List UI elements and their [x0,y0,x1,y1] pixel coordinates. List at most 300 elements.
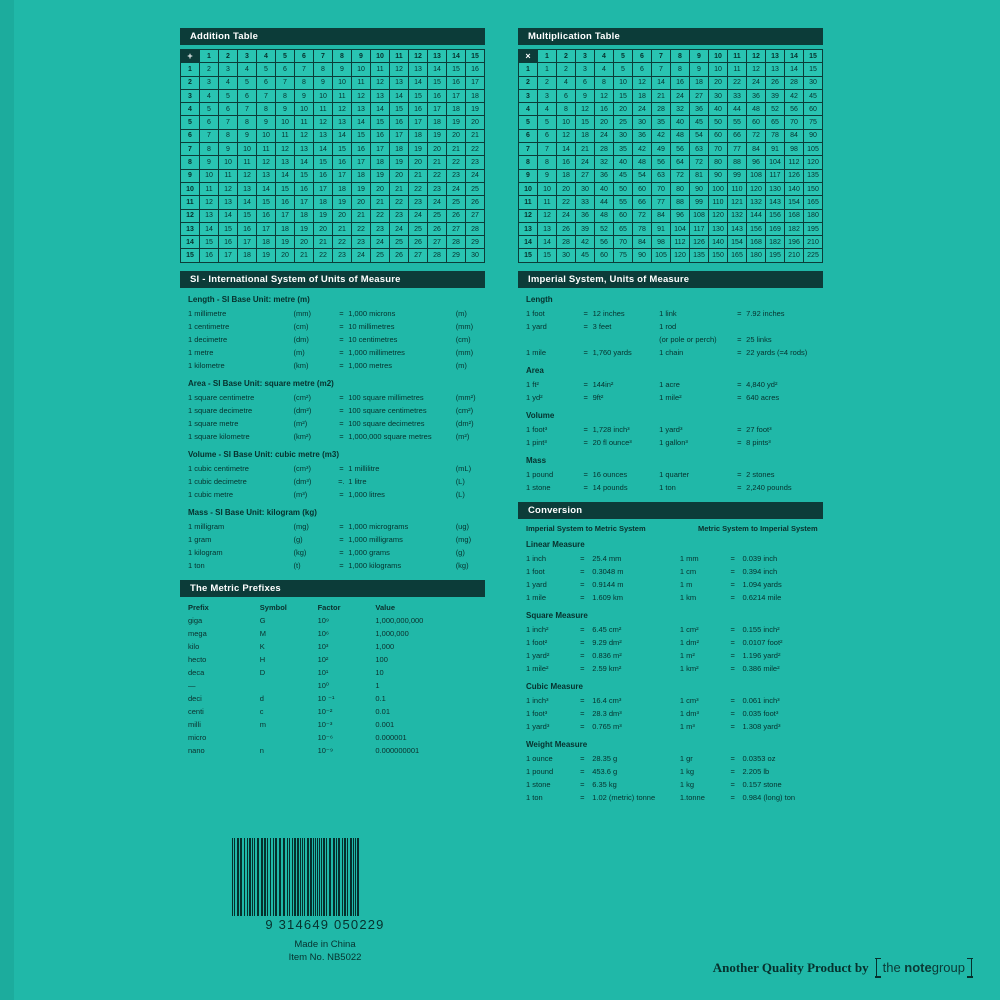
grid-cell: 210 [804,236,823,249]
imperial-group-heading: Volume [526,410,555,420]
grid-cell: 12 [747,63,766,76]
grid-cell: 8 [557,103,576,116]
made-in-text: Made in China [294,939,356,950]
grid-cell: 18 [690,76,709,89]
grid-cell: 8 [238,116,257,129]
grid-cell: 42 [576,236,595,249]
grid-cell: 195 [804,222,823,235]
grid-cell: 14 [652,76,671,89]
grid-cell: 14 [409,76,428,89]
grid-cell: 23 [390,209,409,222]
grid-col-header: 3 [576,50,595,63]
grid-cell: 18 [409,129,428,142]
grid-cell: 5 [257,63,276,76]
grid-cell: 35 [652,116,671,129]
conversion-group-heading: Square Measure [526,610,588,620]
grid-cell: 3 [219,63,238,76]
table-row [181,249,485,262]
grid-cell: 20 [409,156,428,169]
grid-cell: 6 [257,76,276,89]
table-row: 1 ft² = 144in² 1 acre = 4,840 yd² [526,379,778,389]
grid-cell: 140 [785,182,804,195]
si-body [180,295,485,572]
grid-col-header: 7 [652,50,671,63]
table-row [519,103,823,116]
grid-cell: 23 [333,249,352,262]
grid-cell: 18 [352,169,371,182]
grid-col-header: 5 [614,50,633,63]
table-row: centi c 10⁻² 0.01 [188,706,390,716]
grid-cell: 84 [785,129,804,142]
grid-cell: 8 [200,143,219,156]
grid-cell: 126 [690,236,709,249]
table-row: 1 yd² = 9ft² 1 mile² = 640 acres [526,392,780,402]
grid-cell: 15 [200,236,219,249]
grid-cell: 25 [371,249,390,262]
grid-cell: 5 [614,63,633,76]
grid-cell: 8 [295,76,314,89]
grid-cell: 13 [371,89,390,102]
grid-cell: 104 [671,222,690,235]
grid-row-header: 6 [519,129,538,142]
grid-cell: 8 [538,156,557,169]
grid-cell: 4 [595,63,614,76]
grid-cell: 18 [314,196,333,209]
grid-cell: 16 [371,129,390,142]
grid-cell: 10 [200,169,219,182]
imperial-group-heading: Mass [526,455,547,465]
grid-cell: 16 [295,182,314,195]
table-row: nano n 10⁻⁹ 0.000000001 [188,745,420,755]
grid-col-header: 9 [352,50,371,63]
grid-col-header: 6 [295,50,314,63]
grid-cell: 165 [804,196,823,209]
grid-cell: 110 [728,182,747,195]
table-row [181,222,485,235]
table-row [181,196,485,209]
grid-cell: 17 [238,236,257,249]
grid-cell: 4 [219,76,238,89]
grid-cell: 18 [257,236,276,249]
grid-row-header: 5 [181,116,200,129]
grid-cell: 135 [690,249,709,262]
grid-cell: 1 [538,63,557,76]
grid-cell: 27 [466,209,485,222]
grid-cell: 6 [557,89,576,102]
grid-cell: 19 [447,116,466,129]
grid-cell: 22 [466,143,485,156]
grid-cell: 21 [352,209,371,222]
grid-cell: 24 [390,222,409,235]
grid-cell: 18 [466,89,485,102]
grid-cell: 36 [595,169,614,182]
grid-cell: 12 [633,76,652,89]
grid-cell: 11 [352,76,371,89]
grid-cell: 126 [785,169,804,182]
grid-cell: 20 [557,182,576,195]
grid-cell: 14 [219,209,238,222]
conversion-title: Conversion [518,502,823,519]
grid-cell: 50 [709,116,728,129]
grid-cell: 19 [352,182,371,195]
table-row [519,156,823,169]
grid-cell: 182 [766,236,785,249]
grid-cell: 66 [728,129,747,142]
grid-cell: 20 [595,116,614,129]
grid-cell: 16 [333,156,352,169]
grid-cell: 28 [447,236,466,249]
grid-cell: 6 [200,116,219,129]
grid-cell: 60 [804,103,823,116]
grid-cell: 55 [728,116,747,129]
grid-cell: 28 [557,236,576,249]
grid-cell: 9 [257,116,276,129]
grid-cell: 21 [371,196,390,209]
metric-prefixes-section [180,580,485,757]
table-row: kilo K 10³ 1,000 [188,641,395,651]
grid-cell: 26 [428,222,447,235]
grid-cell: 11 [538,196,557,209]
grid-row-header: 13 [519,222,538,235]
grid-cell: 30 [557,249,576,262]
grid-cell: 16 [238,222,257,235]
grid-cell: 12 [295,129,314,142]
grid-cell: 15 [314,156,333,169]
grid-cell: 26 [766,76,785,89]
grid-cell: 19 [257,249,276,262]
grid-cell: 66 [633,196,652,209]
grid-corner-symbol: × [519,50,538,63]
list-item: 1 millimetre (mm) = 1,000 microns (m) [188,308,467,318]
grid-cell: 3 [538,89,557,102]
grid-cell: 108 [690,209,709,222]
table-row [519,116,823,129]
grid-cell: 121 [728,196,747,209]
grid-cell: 16 [466,63,485,76]
metric-prefixes-body [188,601,485,757]
table-row: mega M 10⁶ 1,000,000 [188,628,409,638]
grid-cell: 33 [576,196,595,209]
grid-cell: 48 [595,209,614,222]
grid-cell: 17 [219,249,238,262]
grid-cell: 26 [557,222,576,235]
grid-cell: 48 [671,129,690,142]
table-row: 1 mile = 1,760 yards 1 chain = 22 yards (=4 rods) [526,347,808,357]
grid-cell: 45 [576,249,595,262]
table-row [181,209,485,222]
grid-cell: 14 [428,63,447,76]
table-row [519,76,823,89]
grid-cell: 132 [747,196,766,209]
si-group-heading: Area - SI Base Unit: square metre (m2) [188,378,334,388]
grid-cell: 21 [409,169,428,182]
grid-cell: 27 [447,222,466,235]
grid-cell: 20 [428,143,447,156]
grid-col-header: 14 [447,50,466,63]
grid-cell: 70 [709,143,728,156]
grid-cell: 14 [371,103,390,116]
grid-cell: 72 [747,129,766,142]
grid-cell: 26 [447,209,466,222]
grid-cell: 22 [428,169,447,182]
grid-cell: 78 [633,222,652,235]
grid-cell: 42 [785,89,804,102]
table-row: 1 foot = 12 inches 1 link = 7.92 inches [526,308,785,318]
grid-cell: 5 [238,76,257,89]
grid-cell: 70 [652,182,671,195]
grid-cell: 19 [428,129,447,142]
grid-cell: 16 [557,156,576,169]
grid-cell: 28 [466,222,485,235]
grid-cell: 9 [219,143,238,156]
list-item: 1 decimetre (dm) = 10 centimetres (cm) [188,334,471,344]
grid-cell: 11 [728,63,747,76]
left-column [180,28,485,757]
grid-cell: 75 [614,249,633,262]
grid-cell: 63 [690,143,709,156]
grid-cell: 12 [576,103,595,116]
grid-cell: 8 [257,103,276,116]
grid-cell: 15 [447,63,466,76]
grid-cell: 17 [295,196,314,209]
grid-cell: 16 [200,249,219,262]
grid-cell: 154 [728,236,747,249]
grid-col-header: 11 [728,50,747,63]
grid-cell: 16 [219,236,238,249]
grid-cell: 15 [576,116,595,129]
grid-cell: 12 [200,196,219,209]
grid-cell: 20 [352,196,371,209]
grid-cell: 23 [447,169,466,182]
grid-cell: 45 [690,116,709,129]
grid-row-header: 3 [181,89,200,102]
grid-cell: 14 [238,196,257,209]
list-item: 1 square metre (m²) = 100 square decimetres (dm²) [188,418,474,428]
grid-cell: 12 [371,76,390,89]
table-row [181,89,485,102]
grid-cell: 48 [747,103,766,116]
grid-cell: 19 [390,156,409,169]
grid-cell: 19 [314,209,333,222]
grid-cell: 24 [371,236,390,249]
grid-cell: 39 [576,222,595,235]
grid-cell: 144 [747,209,766,222]
grid-cell: 22 [352,222,371,235]
brand-footer [713,959,972,976]
grid-cell: 150 [804,182,823,195]
grid-cell: 40 [709,103,728,116]
table-row: 1 ton = 1.02 (metric) tonne 1.tonne = 0.984 (long) ton [526,792,796,802]
grid-cell: 12 [219,182,238,195]
grid-cell: 26 [409,236,428,249]
grid-cell: 56 [595,236,614,249]
grid-cell: 14 [276,169,295,182]
grid-col-header: 1 [200,50,219,63]
grid-cell: 18 [633,89,652,102]
grid-cell: 32 [671,103,690,116]
grid-cell: 3 [200,76,219,89]
list-item: 1 milligram (mg) = 1,000 micrograms (ug) [188,521,470,531]
table-row: 1 inch³ = 16.4 cm³ 1 cm³ = 0.061 inch³ [526,695,780,705]
grid-row-header: 13 [181,222,200,235]
grid-cell: 19 [466,103,485,116]
right-column [518,28,823,804]
table-row: 1 yard = 3 feet 1 rod [526,321,677,331]
logo-bold: note [904,960,932,975]
grid-cell: 150 [709,249,728,262]
grid-cell: 13 [200,209,219,222]
grid-col-header: 8 [333,50,352,63]
grid-cell: 18 [576,129,595,142]
grid-cell: 12 [595,89,614,102]
grid-col-header: 6 [633,50,652,63]
grid-cell: 23 [352,236,371,249]
grid-cell: 52 [766,103,785,116]
grid-cell: 9 [238,129,257,142]
grid-cell: 25 [466,182,485,195]
grid-cell: 17 [428,103,447,116]
grid-cell: 22 [371,209,390,222]
grid-cell: 117 [766,169,785,182]
grid-cell: 14 [200,222,219,235]
grid-cell: 17 [314,182,333,195]
conversion-heading-metric-to-imperial: Metric System to Imperial System [698,523,818,533]
grid-cell: 8 [276,89,295,102]
imperial-section [518,271,823,494]
grid-cell: 11 [200,182,219,195]
grid-row-header: 4 [181,103,200,116]
grid-cell: 28 [785,76,804,89]
grid-cell: 17 [276,209,295,222]
table-row [519,169,823,182]
table-row: 1 mile² = 2.59 km² 1 km² = 0.386 mile² [526,663,780,673]
logo-prefix: the [882,960,905,975]
notegroup-logo [876,959,972,976]
si-group-heading: Mass - SI Base Unit: kilogram (kg) [188,507,317,517]
table-row [181,103,485,116]
si-group-heading: Length - SI Base Unit: metre (m) [188,294,310,304]
grid-cell: 84 [652,209,671,222]
grid-cell: 5 [200,103,219,116]
grid-cell: 14 [257,182,276,195]
grid-cell: 2 [538,76,557,89]
grid-cell: 11 [257,143,276,156]
table-row: 1 inch = 25.4 mm 1 mm = 0.039 inch [526,553,778,563]
conversion-group-heading: Cubic Measure [526,681,583,691]
grid-cell: 77 [652,196,671,209]
grid-cell: 21 [428,156,447,169]
grid-cell: 80 [709,156,728,169]
table-row [181,116,485,129]
grid-cell: 11 [333,89,352,102]
grid-cell: 21 [466,129,485,142]
grid-cell: 25 [614,116,633,129]
grid-cell: 140 [709,236,728,249]
grid-cell: 18 [390,143,409,156]
table-row [181,76,485,89]
grid-cell: 143 [766,196,785,209]
grid-cell: 7 [538,143,557,156]
grid-cell: 14 [557,143,576,156]
multiplication-table-title: Multiplication Table [518,28,823,45]
grid-cell: 15 [428,76,447,89]
grid-cell: 21 [333,222,352,235]
grid-cell: 4 [200,89,219,102]
grid-cell: 17 [447,89,466,102]
grid-cell: 9 [538,169,557,182]
grid-cell: 20 [333,209,352,222]
grid-cell: 24 [747,76,766,89]
grid-cell: 100 [709,182,728,195]
grid-cell: 18 [238,249,257,262]
grid-cell: 27 [409,249,428,262]
grid-cell: 120 [671,249,690,262]
grid-cell: 30 [709,89,728,102]
grid-col-header: 12 [747,50,766,63]
grid-cell: 168 [747,236,766,249]
grid-cell: 88 [728,156,747,169]
grid-cell: 11 [219,169,238,182]
grid-cell: 17 [371,143,390,156]
grid-row-header: 2 [519,76,538,89]
grid-col-header: 3 [238,50,257,63]
grid-cell: 112 [671,236,690,249]
grid-cell: 11 [295,116,314,129]
table-row: 1 pound = 453.6 g 1 kg = 2.205 lb [526,766,770,776]
grid-cell: 98 [785,143,804,156]
grid-cell: 20 [314,222,333,235]
list-item: 1 square kilometre (km²) = 1,000,000 square metres (m²) [188,431,470,441]
grid-cell: 22 [333,236,352,249]
grid-cell: 16 [390,116,409,129]
grid-cell: 72 [633,209,652,222]
grid-cell: 40 [671,116,690,129]
table-row: 1 pound = 16 ounces 1 quarter = 2 stones [526,469,775,479]
table-row: micro 10⁻⁶ 0.000001 [188,732,407,742]
list-item: 1 ton (t) = 1,000 kilograms (kg) [188,560,469,570]
barcode-number: 9 314649 050229 [265,917,385,932]
grid-cell: 91 [766,143,785,156]
addition-table-title: Addition Table [180,28,485,45]
table-row [519,222,823,235]
grid-cell: 54 [690,129,709,142]
grid-cell: 64 [671,156,690,169]
grid-cell: 22 [728,76,747,89]
table-row: 1 foot³ = 1,728 inch³ 1 yard³ = 27 foot³ [526,424,772,434]
grid-cell: 13 [295,143,314,156]
grid-row-header: 6 [181,129,200,142]
grid-col-header: 4 [257,50,276,63]
grid-cell: 16 [352,143,371,156]
grid-cell: 22 [390,196,409,209]
grid-cell: 135 [804,169,823,182]
grid-cell: 105 [804,143,823,156]
grid-cell: 56 [671,143,690,156]
grid-cell: 25 [428,209,447,222]
grid-cell: 56 [785,103,804,116]
grid-cell: 80 [671,182,690,195]
grid-col-header: 7 [314,50,333,63]
grid-cell: 14 [333,129,352,142]
page-edge-shadow [0,0,14,1000]
conversion-heading-imperial-to-metric: Imperial System to Metric System [526,523,646,533]
grid-cell: 15 [219,222,238,235]
grid-cell: 12 [352,89,371,102]
grid-cell: 21 [447,143,466,156]
grid-col-header: 2 [557,50,576,63]
grid-cell: 8 [219,129,238,142]
grid-cell: 169 [766,222,785,235]
